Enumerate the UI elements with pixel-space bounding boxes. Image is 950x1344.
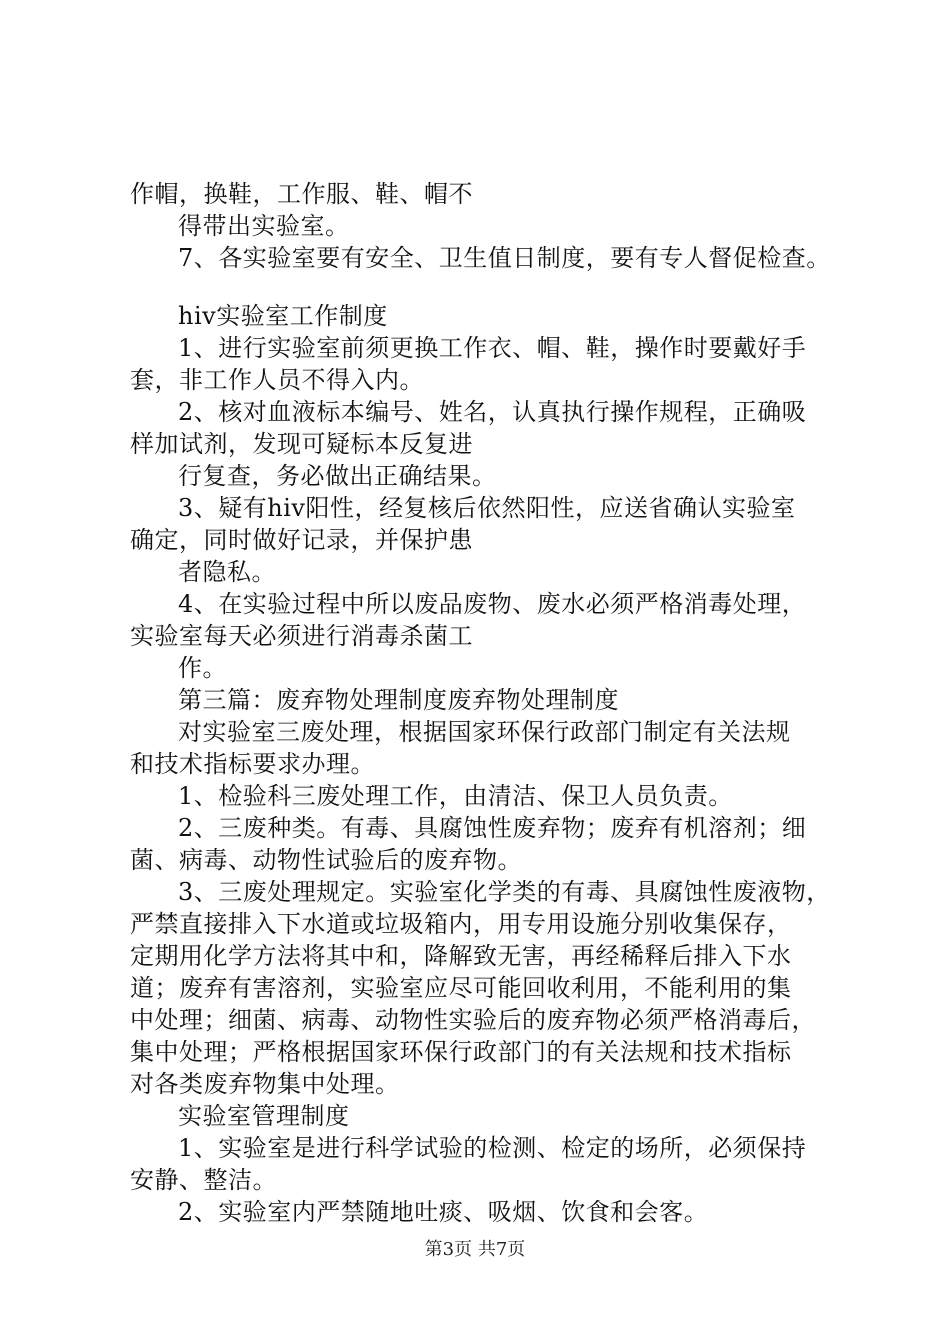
section-heading: 第三篇：废弃物处理制度废弃物处理制度 xyxy=(178,686,619,714)
text-line: 行复查，务必做出正确结果。 xyxy=(178,462,497,490)
text-line: 确定，同时做好记录，并保护患 xyxy=(130,526,473,554)
text-line: 1、实验室是进行科学试验的检测、检定的场所，必须保持 xyxy=(178,1134,807,1162)
text-line: 中处理；细菌、病毒、动物性实验后的废弃物必须严格消毒后， xyxy=(130,1006,816,1034)
section-heading: 实验室管理制度 xyxy=(178,1102,350,1130)
text-line: 3、三废处理规定。实验室化学类的有毒、具腐蚀性废液物， xyxy=(178,878,831,906)
text-line: 道；废弃有害溶剂，实验室应尽可能回收利用，不能利用的集 xyxy=(130,974,792,1002)
text-line: 集中处理；严格根据国家环保行政部门的有关法规和技术指标 xyxy=(130,1038,792,1066)
text-line: 样加试剂，发现可疑标本反复进 xyxy=(130,430,473,458)
text-line: 4、在实验过程中所以废品废物、废水必须严格消毒处理， xyxy=(178,590,807,618)
text-line: 对各类废弃物集中处理。 xyxy=(130,1070,400,1098)
page-number-footer: 第3页 共7页 xyxy=(424,1239,526,1260)
text-line: 3、疑有hiv阳性，经复核后依然阳性，应送省确认实验室 xyxy=(178,494,796,522)
text-line: 定期用化学方法将其中和，降解致无害，再经稀释后排入下水 xyxy=(130,942,792,970)
text-line: 严禁直接排入下水道或垃圾箱内，用专用设施分别收集保存， xyxy=(130,910,792,938)
text-line: 2、实验室内严禁随地吐痰、吸烟、饮食和会客。 xyxy=(178,1198,709,1226)
text-line: 安静、整洁。 xyxy=(130,1166,277,1194)
text-line: 菌、病毒、动物性试验后的废弃物。 xyxy=(130,846,522,874)
text-line: 和技术指标要求办理。 xyxy=(130,750,375,778)
text-line: 7、各实验室要有安全、卫生值日制度，要有专人督促检查。 xyxy=(178,244,831,272)
section-heading: hiv实验室工作制度 xyxy=(178,302,388,330)
text-line: 作。 xyxy=(178,654,227,682)
text-line: 实验室每天必须进行消毒杀菌工 xyxy=(130,622,473,650)
text-line: 1、检验科三废处理工作，由清洁、保卫人员负责。 xyxy=(178,782,733,810)
text-line: 作帽，换鞋，工作服、鞋、帽不 xyxy=(130,180,473,208)
text-line: 对实验室三废处理，根据国家环保行政部门制定有关法规 xyxy=(178,718,791,746)
text-line: 1、进行实验室前须更换工作衣、帽、鞋，操作时要戴好手 xyxy=(178,334,807,362)
text-line: 者隐私。 xyxy=(178,558,276,586)
text-line: 2、核对血液标本编号、姓名，认真执行操作规程，正确吸 xyxy=(178,398,807,426)
text-line: 2、三废种类。有毒、具腐蚀性废弃物；废弃有机溶剂；细 xyxy=(178,814,807,842)
text-line: 得带出实验室。 xyxy=(178,212,350,240)
text-line: 套，非工作人员不得入内。 xyxy=(130,366,424,394)
